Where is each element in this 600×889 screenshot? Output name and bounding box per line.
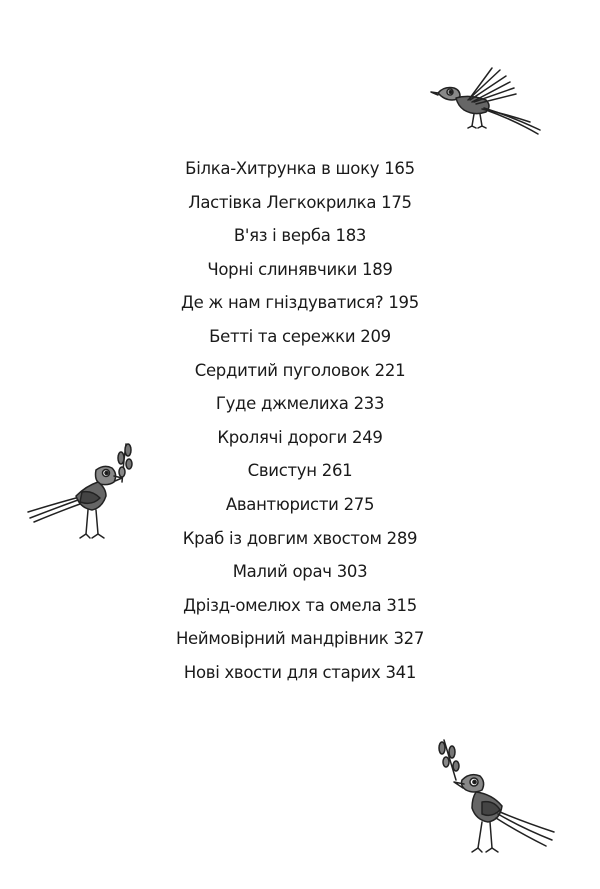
toc-entry-title: Білка-Хитрунка в шоку [185,159,380,178]
toc-entry[interactable] [0,253,600,287]
toc-entry-page: 165 [384,159,415,178]
toc-entry-page: 327 [393,629,425,649]
toc-entry-title: Кролячі дороги [217,427,347,447]
toc-entry[interactable] [0,186,600,220]
toc-entry[interactable] [0,354,600,388]
toc-entry[interactable] [0,656,600,690]
bird-icon [26,440,142,552]
toc-entry-page: 175 [381,192,412,212]
toc-entry-title: Бетті та сережки [209,326,356,346]
toc-entry-title: Де ж нам гніздуватися? [181,293,384,313]
toc-entry-page: 315 [386,595,417,615]
toc-entry-title: Свистун [247,461,317,481]
toc-entry[interactable] [0,622,600,656]
toc-entry-title: Неймовірний мандрівник [175,629,389,649]
toc-entry-page: 195 [388,293,419,313]
toc-entry-title: Малий орач [232,562,332,582]
bird-icon [432,736,556,864]
toc-entry-title: Сердитий пуголовок [194,360,370,380]
toc-entry-title: Краб із довгим хвостом [182,528,382,548]
toc-entry-page: 275 [343,494,375,514]
toc-entry[interactable] [0,152,600,186]
toc-entry-page: 183 [335,226,367,246]
toc-entry-title: Дрізд-омелюх та омела [183,595,382,615]
toc-entry-title: Гуде джмелиха [215,394,349,414]
bird-illustration-bottom [432,736,556,864]
toc-entry[interactable] [0,387,600,421]
toc-entry[interactable] [0,589,600,623]
toc-entry-page: 249 [352,427,383,447]
toc-entry-page: 289 [386,528,418,548]
toc-entry-title: Нові хвости для старих [183,662,381,682]
toc-entry[interactable] [0,320,600,354]
toc-entry-page: 341 [385,662,417,682]
toc-entry-title: Авантюристи [225,494,339,514]
toc-entry-title: В'яз і верба [233,226,331,246]
table-of-contents [0,152,600,690]
toc-entry-page: 261 [321,461,353,481]
bird-icon [430,62,546,136]
toc-entry-page: 221 [374,360,406,380]
bird-illustration-top [430,62,546,136]
toc-entry-title: Чорні слинявчики [207,259,358,279]
toc-entry[interactable] [0,555,600,589]
toc-entry[interactable] [0,286,600,320]
toc-entry-page: 303 [336,562,368,582]
toc-entry-page: 233 [353,394,385,414]
bird-illustration-middle [26,440,142,552]
toc-entry[interactable] [0,219,600,253]
toc-entry-page: 209 [360,326,391,346]
toc-entry-page: 189 [362,259,393,279]
toc-entry-title: Ластівка Легкокрилка [188,192,377,212]
